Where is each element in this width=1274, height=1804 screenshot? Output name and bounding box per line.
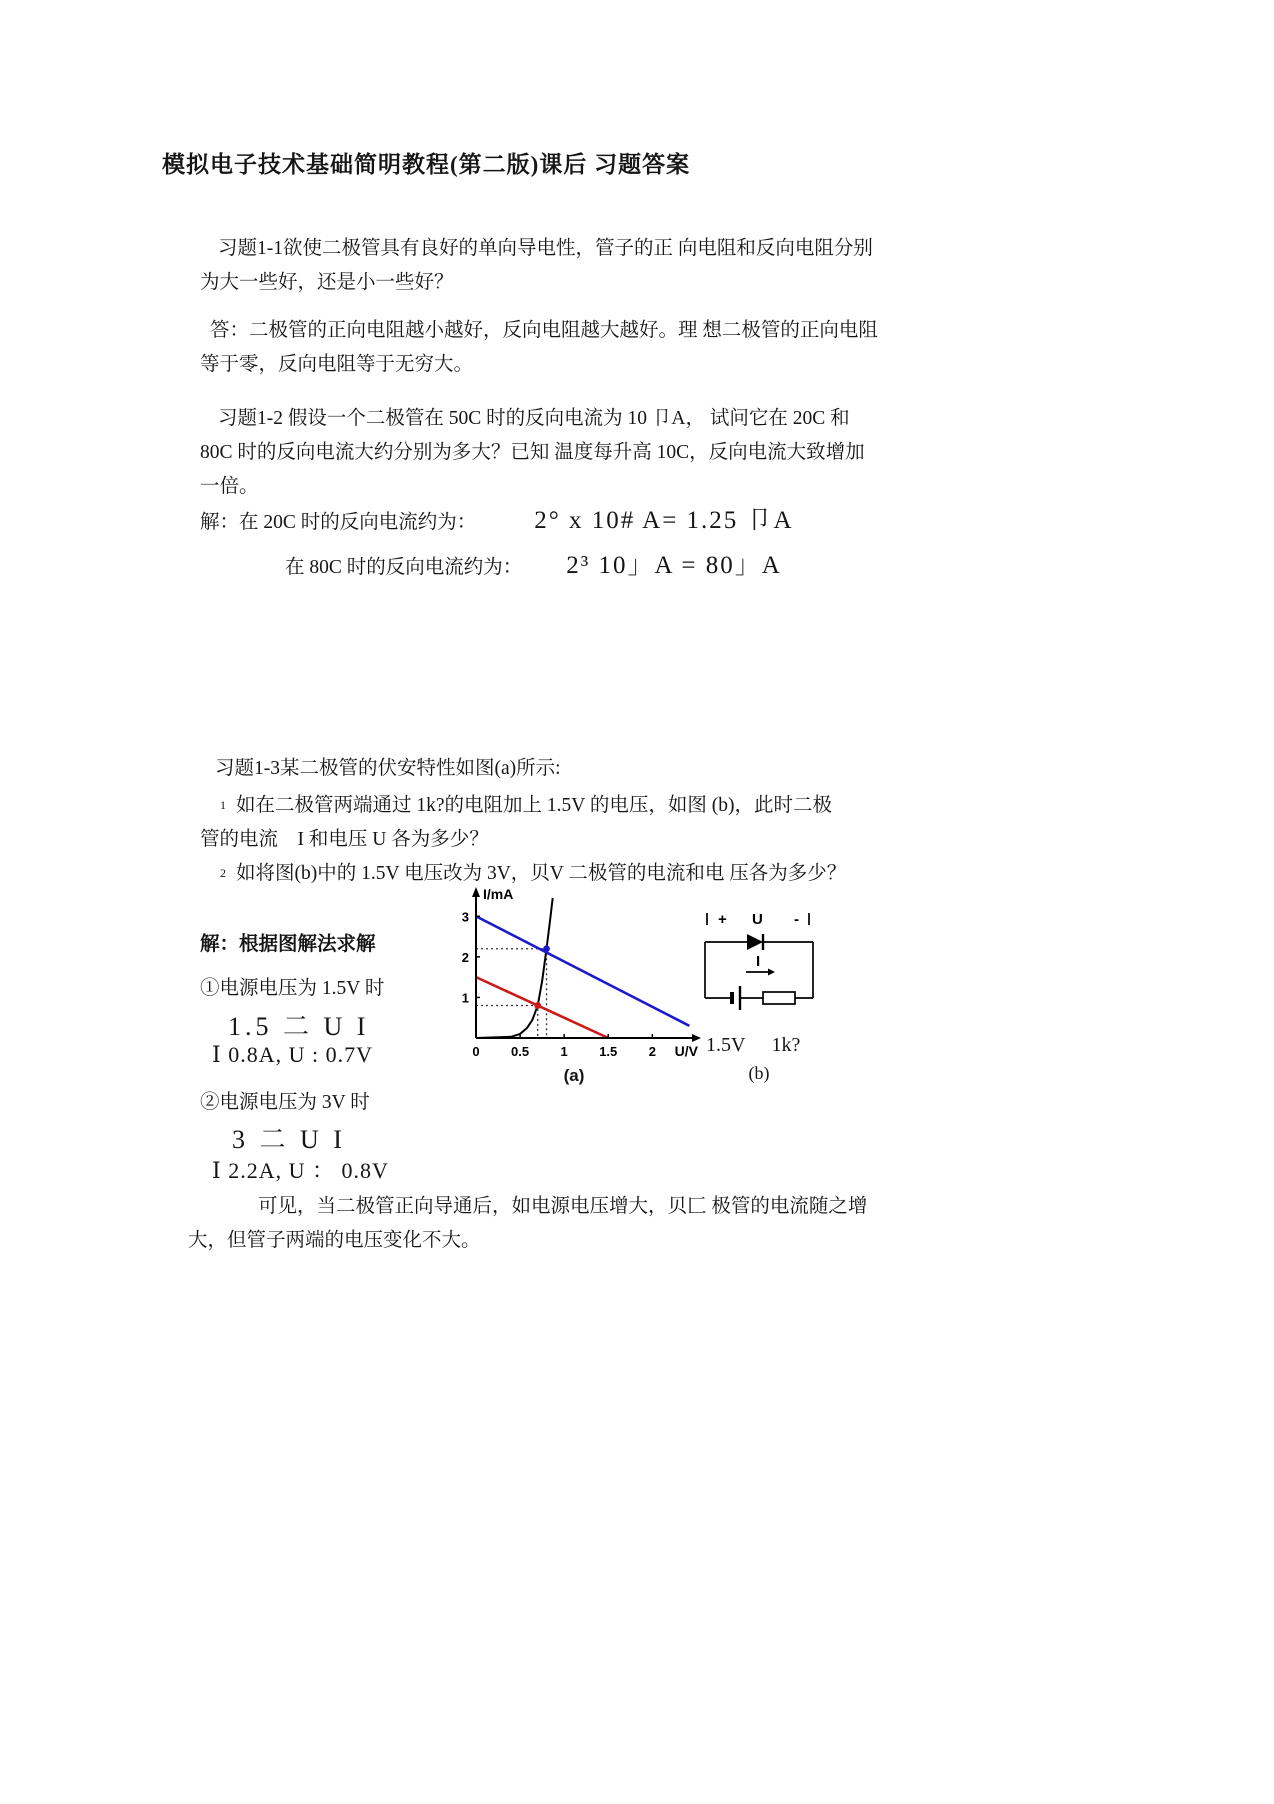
document-title: 模拟电子技术基础简明教程(第二版)课后 习题答案 [162, 152, 691, 177]
solution-1-3-equation-1: 1.5 二 U I [228, 1012, 370, 1041]
circuit-current-label: I [756, 953, 761, 970]
circuit-minus-label: - [794, 911, 799, 928]
svg-text:0: 0 [472, 1044, 480, 1059]
vi-characteristic-chart [446, 886, 702, 1064]
figure-a-vi-chart [446, 886, 702, 1086]
current-arrow-head [768, 969, 775, 976]
circuit-resistor-value: 1k? [771, 1034, 801, 1056]
diode-triangle [747, 934, 763, 950]
item-1-marker: 1 [220, 798, 226, 812]
item-2-marker: 2 [220, 866, 226, 880]
exercise-1-3-item-1 [200, 788, 850, 857]
svg-text:I/mA: I/mA [483, 886, 514, 902]
figure-b-circuit [694, 908, 824, 1084]
solution-1-3-result-2: Ⅰ 2.2A, U ： 0.8V [212, 1158, 389, 1183]
figure-b-caption: (b) [748, 1063, 770, 1083]
conclusion-paragraph: 可见，当二极管正向导通后，如电源电压增大，贝匚 极管的电流随之增大，但管子两端的电压变化不大。 [188, 1196, 868, 1251]
exercise-1-2-solution-line2 [285, 545, 782, 581]
circuit-source-value: 1.5V [706, 1034, 746, 1056]
svg-text:1.5: 1.5 [599, 1044, 618, 1059]
figure-a-caption: (a) [563, 1066, 585, 1085]
svg-text:1: 1 [461, 990, 469, 1006]
exercise-1-3-question: 习题1-3某二极管的伏安特性如图(a)所示: [215, 758, 561, 779]
circuit-component-values [694, 1034, 824, 1057]
exercise-1-1-question: 习题1-1欲使二极管具有良好的单向导电性，管子的正 向电阻和反向电阻分别为大一些好，还是小一些好？ [200, 238, 873, 293]
item-1-text: 如在二极管两端通过 1k?的电阻加上 1.5V 的电压，如图 (b)，此时二极管的电流 I 和电压 U 各为多少？ [200, 795, 832, 850]
circuit-plus-label: + [718, 911, 727, 928]
solution-1-3-equation-2: 3 二 U I [232, 1125, 346, 1154]
solution-1-3-result-1: Ⅰ 0.8A, U : 0.7V [212, 1042, 373, 1067]
exercise-1-2-question: 习题1-2 假设一个二极管在 50C 时的反向电流为 10 卩A， 试问它在 20C 和 80C 时的反向电流大约分别为多大？已知 温度每升高 10C，反向电流大致增加一倍。 [200, 408, 865, 497]
svg-text:0.5: 0.5 [511, 1044, 530, 1059]
solution-1-2-line1-expression: 2° x 10# A= 1.25 卩A [534, 507, 794, 534]
svg-text:2: 2 [461, 949, 469, 965]
exercise-1-2-solution-line1 [200, 500, 794, 536]
svg-text:2: 2 [648, 1044, 656, 1059]
svg-text:U/V: U/V [674, 1043, 698, 1059]
item-2-text: 如将图(b)中的 1.5V 电压改为 3V，贝V 二极管的电流和电 压各为多少？ [236, 863, 847, 884]
solution-1-2-line1-label: 解：在 20C 时的反向电流约为： [200, 512, 477, 533]
svg-text:3: 3 [461, 909, 469, 925]
exercise-1-1-answer: 答：二极管的正向电阻越小越好，反向电阻越大越好。理 想二极管的正向电阻等于零，反向电阻等于无穷大。 [200, 320, 878, 375]
circuit-voltage-label: U [752, 911, 763, 928]
resistor-symbol [763, 992, 795, 1004]
svg-text:1: 1 [560, 1044, 568, 1059]
solution-1-2-line2-label: 在 80C 时的反向电流约为： [285, 557, 523, 578]
solution-1-3-case-1: ①电源电压为 1.5V 时 [200, 978, 385, 999]
solution-1-2-line2-expression: 2³ 10」A = 80」A [566, 552, 782, 579]
solution-1-3-case-2: ②电源电压为 3V 时 [200, 1092, 370, 1113]
circuit-diagram [694, 908, 824, 1020]
solution-1-3-intro: 解：根据图解法求解 [200, 934, 376, 955]
